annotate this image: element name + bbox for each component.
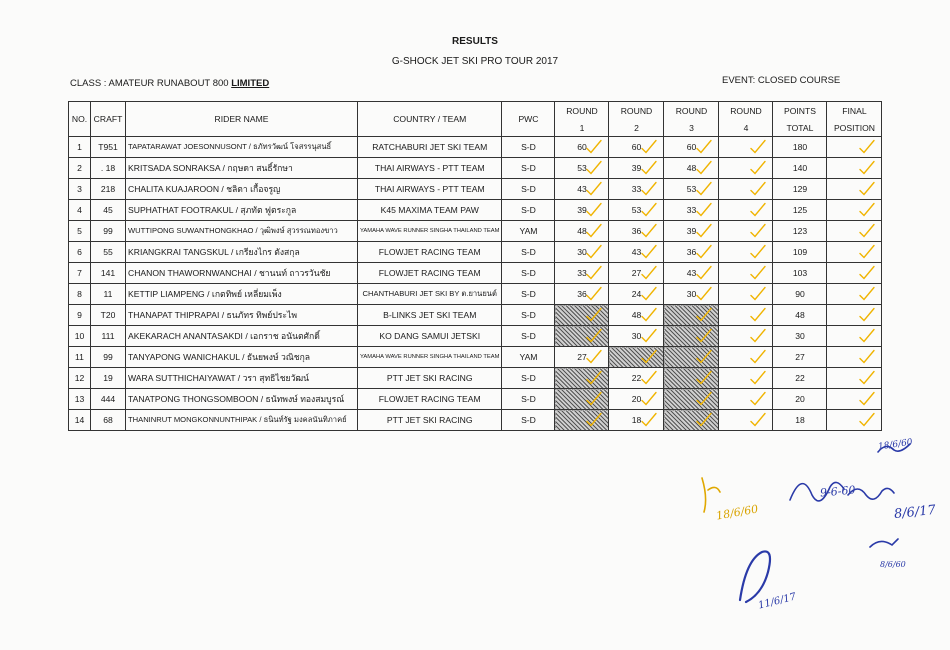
row-round-2: 33 [609,179,664,200]
event-name: G-SHOCK JET SKI PRO TOUR 2017 [391,56,559,67]
table-row [69,389,882,410]
col-pwc: PWC [502,102,555,137]
table-row [69,410,882,431]
row-round-2: 53 [609,200,664,221]
row-total: 90 [773,284,827,305]
row-round-1: 36 [555,284,609,305]
row-round-1: 60 [555,137,609,158]
row-round-2: 20 [609,389,664,410]
row-no: 12 [69,368,91,389]
row-craft: 11 [91,284,126,305]
row-round-1 [555,305,609,326]
row-round-1: 30 [555,242,609,263]
row-final [827,242,882,263]
row-rider: TANATPONG THONGSOMBOON / ธนัทพงษ์ ทองสมบูรณ์ [126,389,358,410]
row-team: FLOWJET RACING TEAM [358,389,502,410]
row-rider: THANINRUT MONGKONNUNTHIPAK / ธนินท์รัฐ มงคลนันทิภาคย์ [126,410,358,431]
row-round-1: 48 [555,221,609,242]
row-total: 129 [773,179,827,200]
row-round-3 [664,410,719,431]
row-round-3: 30 [664,284,719,305]
row-round-2: 24 [609,284,664,305]
row-round-1 [555,326,609,347]
results-table [68,101,882,431]
signature-scribble-6 [702,478,720,512]
signature-date-6: 18/6/60 [715,502,760,523]
row-total: 22 [773,368,827,389]
signature-date-5: 11/6/17 [757,591,798,612]
col-total: TOTAL [773,119,827,137]
row-craft: 218 [91,179,126,200]
row-round-1 [555,389,609,410]
col-round-3-num: 3 [664,119,719,137]
row-round-3: 53 [664,179,719,200]
row-no: 1 [69,137,91,158]
row-total: 27 [773,347,827,368]
row-round-4 [719,368,773,389]
row-round-1: 43 [555,179,609,200]
row-round-1 [555,410,609,431]
row-round-3: 48 [664,158,719,179]
signature-date-3: 8/6/60 [880,560,906,569]
class-prefix: CLASS : AMATEUR RUNABOUT 800 [70,78,229,89]
row-rider: WUTTIPONG SUWANTHONGKHAO / วุฒิพงษ์ สุวรรณทองขาว [126,221,358,242]
row-rider: KRITSADA SONRAKSA / กฤษดา สนธิ์รักษา [126,158,358,179]
row-round-1: 39 [555,200,609,221]
row-round-2: 27 [609,263,664,284]
class-label [70,78,269,89]
table-row [69,221,882,242]
row-team: K45 MAXIMA TEAM PAW [358,200,502,221]
row-final [827,410,882,431]
row-pwc: S-D [502,326,555,347]
row-craft: 55 [91,242,126,263]
col-rider: RIDER NAME [126,102,358,137]
row-craft: 111 [91,326,126,347]
col-no: NO. [69,102,91,137]
table-row [69,179,882,200]
col-position: POSITION [827,119,882,137]
row-total: 180 [773,137,827,158]
row-rider: CHANON THAWORNWANCHAI / ชานนท์ ถาวรวันชัย [126,263,358,284]
row-no: 3 [69,179,91,200]
row-final [827,284,882,305]
row-no: 6 [69,242,91,263]
row-total: 123 [773,221,827,242]
row-pwc: S-D [502,200,555,221]
row-pwc: S-D [502,179,555,200]
row-pwc: S-D [502,389,555,410]
results-body [69,137,882,431]
row-pwc: S-D [502,284,555,305]
row-round-3: 60 [664,137,719,158]
row-craft: . 18 [91,158,126,179]
row-craft: 19 [91,368,126,389]
row-final [827,389,882,410]
event-label: EVENT: CLOSED COURSE [722,75,841,86]
row-total: 140 [773,158,827,179]
row-round-3 [664,389,719,410]
table-row [69,263,882,284]
table-row [69,326,882,347]
row-round-2: 18 [609,410,664,431]
table-row [69,137,882,158]
col-round-1: ROUND [555,102,609,120]
row-final [827,263,882,284]
row-round-4 [719,263,773,284]
table-row [69,284,882,305]
row-team: PTT JET SKI RACING [358,368,502,389]
row-pwc: S-D [502,368,555,389]
row-rider: CHALITA KUAJAROON / ชลิตา เกื้อจรูญ [126,179,358,200]
table-row [69,305,882,326]
row-team: YAMAHA WAVE RUNNER SINGHA THAILAND TEAM [358,347,502,368]
row-rider: TAPATARAWAT JOESONNUSONT / ธภัทรวัฒน์ โจสรรนุสนธิ์ [126,137,358,158]
row-rider: THANAPAT THIPRAPAI / ธนภัทร ทิพย์ประไพ [126,305,358,326]
row-team: FLOWJET RACING TEAM [358,242,502,263]
row-no: 9 [69,305,91,326]
row-pwc: S-D [502,242,555,263]
row-craft: 68 [91,410,126,431]
signature-date-2: 8/6/17 [893,502,937,523]
signature-date-1: 18/6/60 [877,437,914,453]
row-total: 103 [773,263,827,284]
col-final: FINAL [827,102,882,120]
signature-date-4: 9-6-60 [819,483,856,500]
row-rider: TANYAPONG WANICHAKUL / ธันยพงษ์ วณิชกุล [126,347,358,368]
row-round-1: 33 [555,263,609,284]
row-pwc: YAM [502,347,555,368]
row-round-4 [719,158,773,179]
row-final [827,347,882,368]
row-team: YAMAHA WAVE RUNNER SINGHA THAILAND TEAM [358,221,502,242]
row-no: 5 [69,221,91,242]
row-craft: 45 [91,200,126,221]
row-round-4 [719,221,773,242]
row-craft: T20 [91,305,126,326]
row-round-2: 39 [609,158,664,179]
row-round-3: 43 [664,263,719,284]
row-round-3 [664,305,719,326]
row-rider: WARA SUTTHICHAIYAWAT / วรา สุทธิไชยวัฒน์ [126,368,358,389]
row-no: 2 [69,158,91,179]
row-round-2: 30 [609,326,664,347]
row-no: 7 [69,263,91,284]
row-round-4 [719,326,773,347]
table-row [69,242,882,263]
row-team: RATCHABURI JET SKI TEAM [358,137,502,158]
row-pwc: YAM [502,221,555,242]
signature-scribble-5 [740,551,770,602]
row-round-3: 36 [664,242,719,263]
signature-scribble-4 [870,539,898,547]
col-round-3: ROUND [664,102,719,120]
row-pwc: S-D [502,158,555,179]
row-round-2: 43 [609,242,664,263]
row-final [827,305,882,326]
row-round-1 [555,368,609,389]
col-round-2-num: 2 [609,119,664,137]
row-no: 4 [69,200,91,221]
row-team: FLOWJET RACING TEAM [358,263,502,284]
row-round-1: 27 [555,347,609,368]
table-row [69,368,882,389]
row-final [827,137,882,158]
col-round-1-num: 1 [555,119,609,137]
row-round-3: 39 [664,221,719,242]
row-round-2: 48 [609,305,664,326]
row-team: THAI AIRWAYS - PTT TEAM [358,158,502,179]
row-no: 11 [69,347,91,368]
row-team: B-LINKS JET SKI TEAM [358,305,502,326]
row-rider: AKEKARACH ANANTASAKDI / เอกราช อนันตศักดิ์ [126,326,358,347]
table-row [69,200,882,221]
table-row [69,158,882,179]
row-round-3 [664,347,719,368]
row-craft: 99 [91,221,126,242]
row-pwc: S-D [502,410,555,431]
row-rider: SUPHATHAT FOOTRAKUL / สุภทัต ฟูตระกูล [126,200,358,221]
row-craft: 99 [91,347,126,368]
row-round-3: 33 [664,200,719,221]
row-final [827,179,882,200]
col-points: POINTS [773,102,827,120]
row-round-4 [719,410,773,431]
col-team: COUNTRY / TEAM [358,102,502,137]
page-title: RESULTS [452,36,498,47]
row-total: 18 [773,410,827,431]
row-round-4 [719,179,773,200]
row-team: PTT JET SKI RACING [358,410,502,431]
row-final [827,326,882,347]
row-craft: 444 [91,389,126,410]
row-round-3 [664,368,719,389]
row-round-4 [719,242,773,263]
row-final [827,221,882,242]
row-rider: KETTIP LIAMPENG / เกตทิพย์ เหลี่ยมเพ็ง [126,284,358,305]
row-pwc: S-D [502,263,555,284]
row-round-4 [719,347,773,368]
row-total: 20 [773,389,827,410]
row-no: 14 [69,410,91,431]
row-round-4 [719,284,773,305]
row-no: 10 [69,326,91,347]
row-round-1: 53 [555,158,609,179]
col-craft: CRAFT [91,102,126,137]
row-round-2: 36 [609,221,664,242]
row-team: CHANTHABURI JET SKI BY ต.ยานยนต์ [358,284,502,305]
row-total: 48 [773,305,827,326]
col-round-4: ROUND [719,102,773,120]
row-team: KO DANG SAMUI JETSKI [358,326,502,347]
row-round-3 [664,326,719,347]
row-round-2: 60 [609,137,664,158]
row-total: 109 [773,242,827,263]
row-craft: 141 [91,263,126,284]
col-round-4-num: 4 [719,119,773,137]
class-suffix: LIMITED [231,78,270,89]
row-round-2 [609,347,664,368]
row-round-4 [719,389,773,410]
row-no: 13 [69,389,91,410]
row-final [827,368,882,389]
row-pwc: S-D [502,137,555,158]
row-total: 30 [773,326,827,347]
row-final [827,200,882,221]
row-round-4 [719,305,773,326]
row-rider: KRIANGKRAI TANGSKUL / เกรียงไกร ตังสกุล [126,242,358,263]
row-craft: T951 [91,137,126,158]
row-total: 125 [773,200,827,221]
row-no: 8 [69,284,91,305]
row-pwc: S-D [502,305,555,326]
row-round-2: 22 [609,368,664,389]
row-team: THAI AIRWAYS - PTT TEAM [358,179,502,200]
table-row [69,347,882,368]
row-round-4 [719,200,773,221]
row-final [827,158,882,179]
row-round-4 [719,137,773,158]
col-round-2: ROUND [609,102,664,120]
